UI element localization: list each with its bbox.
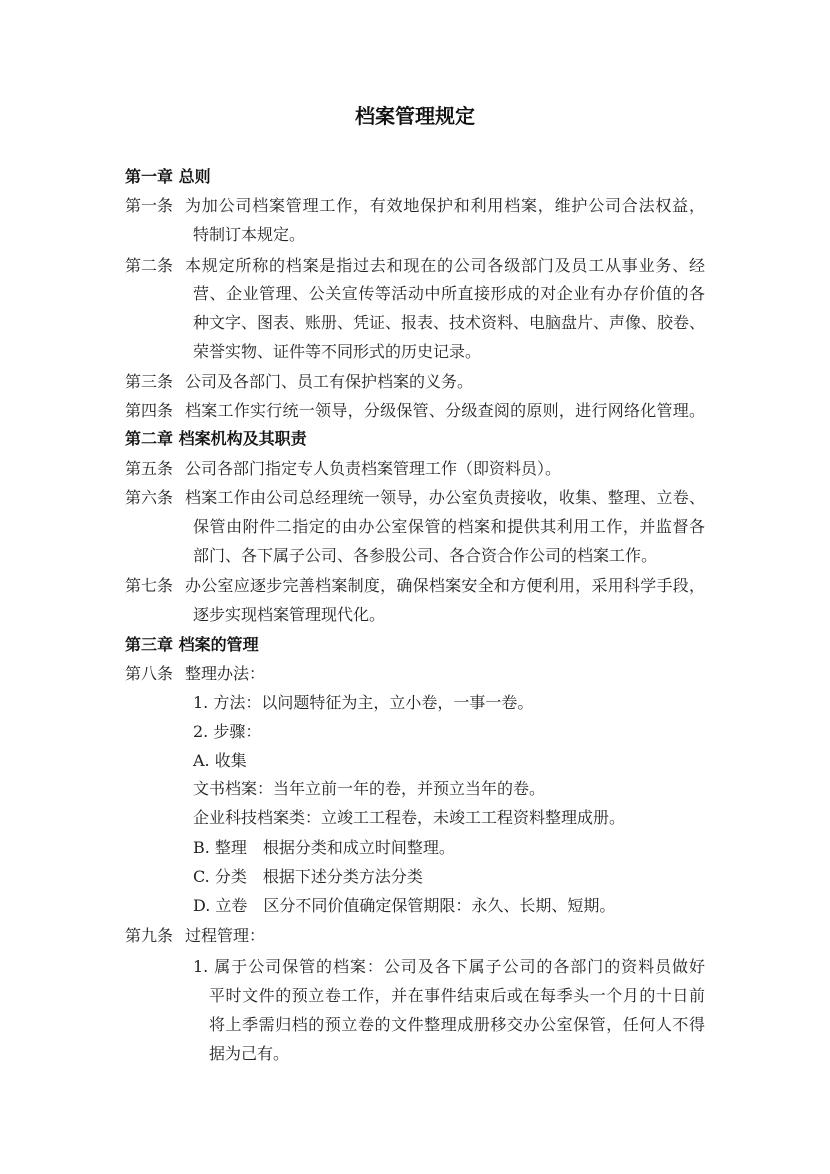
article-7-text: 办公室应逐步完善档案制度，确保档案安全和方便利用，采用科学手段， — [185, 576, 705, 595]
article-7-text: 逐步实现档案管理现代化。 — [193, 605, 386, 624]
article-6-text: 档案工作由公司总经理统一领导，办公室负责接收，收集、整理、立卷、 — [185, 488, 705, 507]
article-1-text: 特制订本规定。 — [193, 225, 306, 244]
article-9-text: 过程管理： — [185, 926, 266, 945]
article-8-item: 文书档案：当年立前一年的卷，并预立当年的卷。 — [193, 779, 546, 798]
article-2-text: 荣誉实物、证件等不同形式的历史记录。 — [193, 342, 482, 361]
article-8-item: 1. 方法：以问题特征为主，立小卷，一事一卷。 — [193, 693, 534, 712]
article-4-label: 第四条 — [125, 401, 174, 420]
article-4-text: 档案工作实行统一领导，分级保管、分级查阅的原则，进行网络化管理。 — [185, 401, 705, 420]
chapter-2-heading: 第二章 档案机构及其职责 — [125, 429, 307, 448]
article-2-text: 本规定所称的档案是指过去和现在的公司各级部门及员工从事业务、经 — [185, 256, 705, 275]
article-6-text: 部门、各下属子公司、各参股公司、各合资合作公司的档案工作。 — [193, 546, 658, 565]
article-5-label: 第五条 — [125, 459, 174, 478]
article-9-item: 据为己有。 — [209, 1044, 290, 1063]
document-title: 档案管理规定 — [355, 104, 475, 128]
article-8-item: B. 整理 根据分类和成立时间整理。 — [193, 838, 455, 857]
article-9-item: 1. 属于公司保管的档案：公司及各下属子公司的各部门的资料员做好 — [193, 957, 705, 976]
article-8-item: A. 收集 — [193, 751, 247, 770]
article-3-label: 第三条 — [125, 372, 174, 391]
article-1-text: 为加公司档案管理工作，有效地保护和利用档案，维护公司合法权益， — [185, 196, 705, 215]
article-7-label: 第七条 — [125, 576, 174, 595]
article-8-item: D. 立卷 区分不同价值确定保管期限：永久、长期、短期。 — [193, 896, 616, 915]
chapter-3-heading: 第三章 档案的管理 — [125, 635, 259, 654]
article-8-item: 企业科技档案类：立竣工工程卷，未竣工工程资料整理成册。 — [193, 808, 626, 827]
article-8-label: 第八条 — [125, 664, 174, 683]
article-2-text: 种文字、图表、账册、凭证、报表、技术资料、电脑盘片、声像、胶卷、 — [193, 313, 706, 332]
chapter-1-heading: 第一章 总则 — [125, 167, 211, 186]
article-1-label: 第一条 — [125, 196, 174, 215]
article-2-label: 第二条 — [125, 256, 174, 275]
article-9-label: 第九条 — [125, 926, 174, 945]
article-9-item: 将上季需归档的预立卷的文件整理成册移交办公室保管，任何人不得 — [209, 1015, 705, 1034]
article-3-text: 公司及各部门、员工有保护档案的义务。 — [185, 372, 474, 391]
article-8-item: 2. 步骤： — [193, 722, 262, 741]
article-2-text: 营、企业管理、公关宣传等活动中所直接形成的对企业有办存价值的各 — [193, 284, 705, 303]
article-8-item: C. 分类 根据下述分类方法分类 — [193, 867, 423, 886]
article-5-text: 公司各部门指定专人负责档案管理工作（即资料员）。 — [185, 459, 562, 478]
article-8-text: 整理办法： — [185, 664, 266, 683]
article-6-label: 第六条 — [125, 488, 174, 507]
article-6-text: 保管由附件二指定的由办公室保管的档案和提供其利用工作，并监督各 — [193, 517, 705, 536]
article-9-item: 平时文件的预立卷工作，并在事件结束后或在每季头一个月的十日前 — [209, 986, 705, 1005]
